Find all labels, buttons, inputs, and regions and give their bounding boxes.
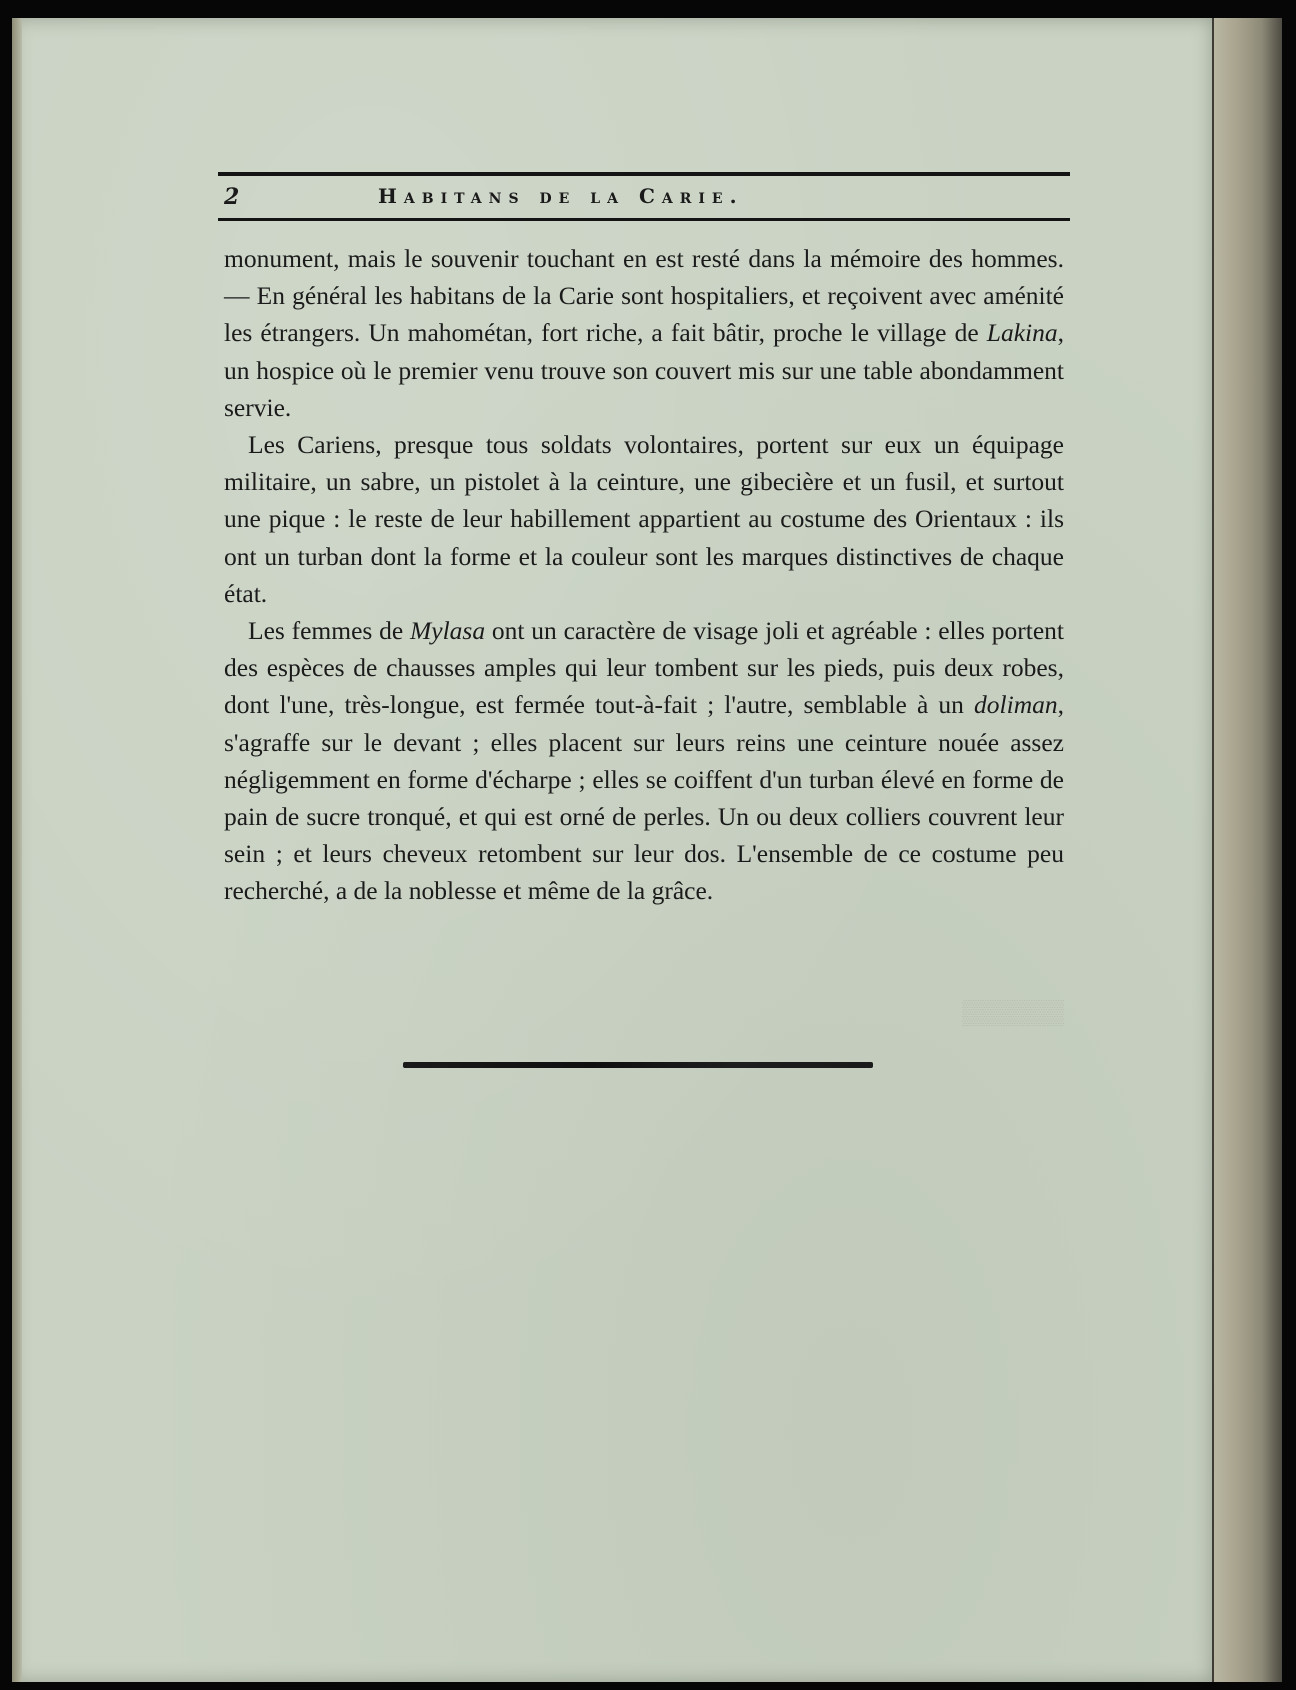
- header-top-rule: [218, 172, 1070, 176]
- place-name-mylasa: Mylasa: [410, 616, 486, 646]
- paragraph-1-text-2: , un hospice où le premier venu trouve son couvert mis sur une table abondamment servie.: [224, 318, 1064, 422]
- paragraph-3-text-3: , s'agraffe sur le devant ; elles placent sur leurs reins une ceinture nouée assez négligemment en forme d'écharpe ; elles se coiffent d'un turban élevé en forme de pain de sucre tronqué, et qui est orné de perles. Un ou deux colliers couvrent leur sein ; et leurs cheveux retombent sur leur dos. L'ensemble de ce costume peu recherché, a de la noblesse et même de la grâce.: [224, 690, 1064, 906]
- page-number: 2: [224, 184, 240, 210]
- running-head: [218, 184, 1070, 214]
- paragraph-1-text: monument, mais le souvenir touchant en est resté dans la mémoire des hommes. — En général les habitans de la Carie sont hospitaliers, et reçoivent avec aménité les étrangers. Un mahométan, fort riche, a fait bâtir, proche le village de: [224, 244, 1064, 348]
- paragraph-2: [224, 426, 1064, 612]
- paragraph-3-text: Les femmes de: [248, 616, 411, 646]
- header-bottom-rule: [218, 218, 1070, 221]
- body-text: [224, 240, 1064, 910]
- paragraph-2-text: Les Cariens, presque tous soldats volontaires, portent sur eux un équipage militaire, un sabre, un pistolet à la ceinture, une gibecière et un fusil, et surtout une pique : le reste de leur habillement appartient au costume des Orientaux : ils ont un turban dont la forme et la couleur sont les marques distinctives de chaque état.: [224, 430, 1064, 608]
- garment-doliman: doliman: [974, 690, 1058, 720]
- place-name-lakina: Lakina: [986, 318, 1058, 348]
- page-gutter-edge: [12, 18, 22, 1682]
- show-through-texture: ▒▒▒▒▒▒: [962, 1000, 1065, 1026]
- closing-rule: [403, 1062, 873, 1068]
- book-page-stack-edge: [1212, 18, 1282, 1682]
- paragraph-1: [224, 240, 1064, 426]
- paragraph-3-text-2: ont un caractère de visage joli et agréable : elles portent des espèces de chausses amples qui leur tombent sur les pieds, puis deux robes, dont l'une, très-longue, est fermée tout-à-fait ; l'autre, semblable à un: [224, 616, 1064, 720]
- paragraph-3: [224, 612, 1064, 910]
- running-title: Habitans de la Carie.: [378, 184, 744, 208]
